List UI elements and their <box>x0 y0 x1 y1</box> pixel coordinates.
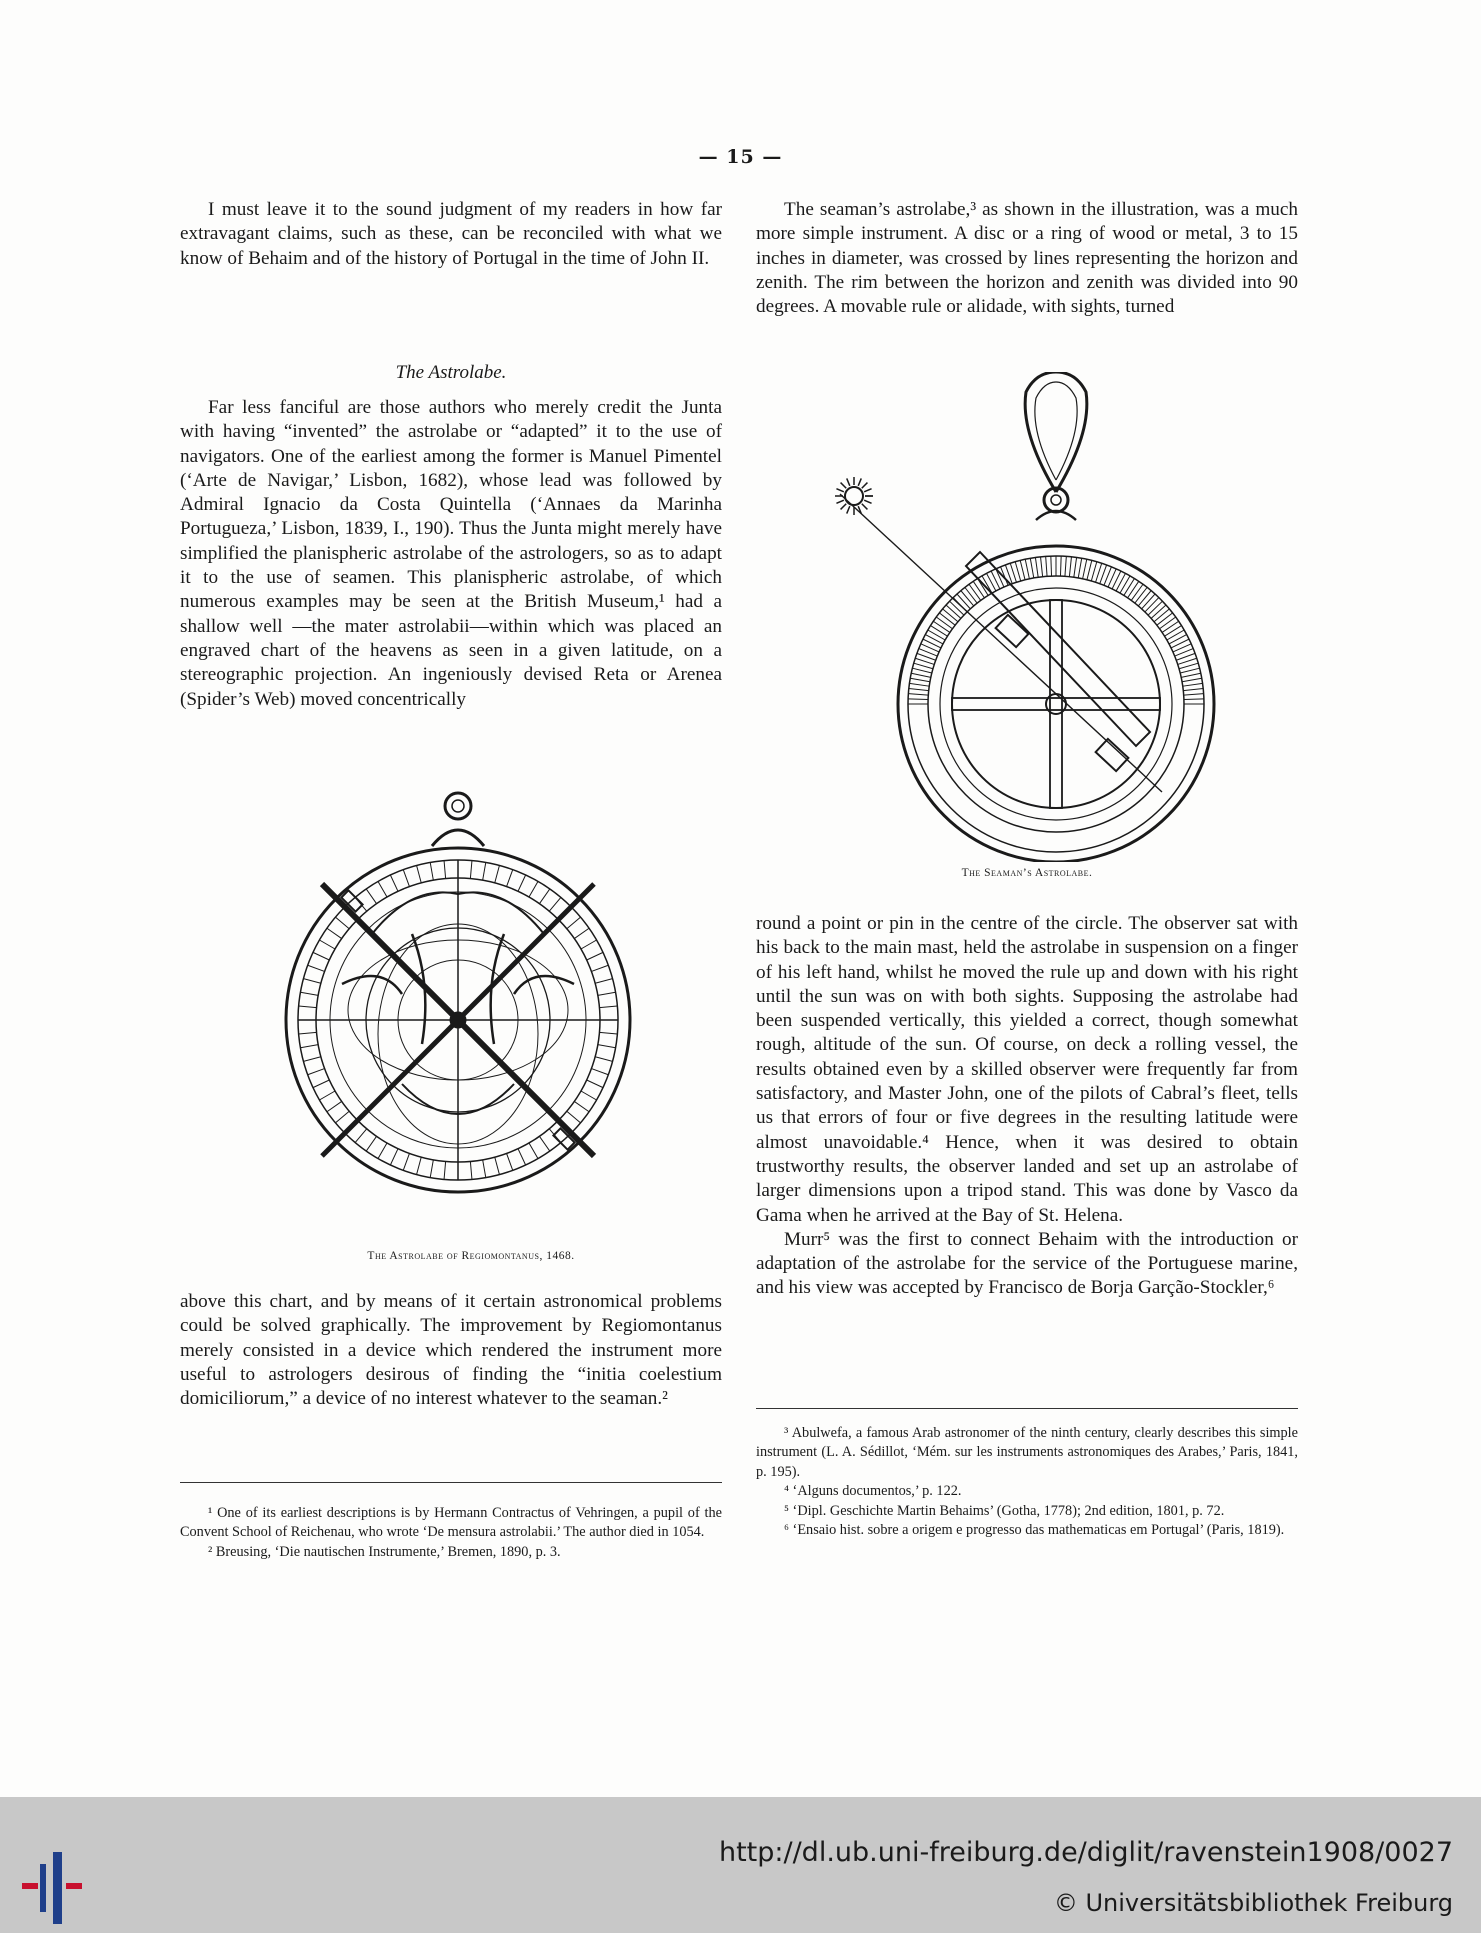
paragraph: above this chart, and by means of it certain astronomical problems could be solved graphically. The improvement by Regiomontanus merely consisted in a device which rendered the instrument more useful to astrologers desirous of finding the “initia coelestium domiciliorum,” a device of no interest whatever to the seaman.² <box>180 1291 722 1410</box>
footnote-rule <box>756 1408 1298 1409</box>
seamans-astrolabe-figure <box>830 372 1220 862</box>
left-footnotes <box>180 1504 722 1562</box>
left-continuation-paragraph <box>180 1290 722 1411</box>
footnote: ⁵ ‘Dipl. Geschichte Martin Behaims’ (Gotha, 1778); 2nd edition, 1801, p. 72. <box>784 1502 1225 1519</box>
caption-text: The Seaman’s Astrolabe. <box>961 867 1093 879</box>
paragraph: round a point or pin in the centre of the circle. The observer sat with his back to the main mast, held the astrolabe in suspension on a finger of his left hand, whilst he moved the rule up and down with his right until the sun was on with both sights. Supposing the astrolabe had been suspended vertically, this yielded a correct, though somewhat rough, altitude of the sun. Of course, on deck a rolling vessel, the results obtained even by a skilled observer were frequently far from satisfactory, and Master John, one of the pilots of Cabral’s fleet, tells us that errors of four or five degrees in the resulting latitude were almost unavoidable.⁴ Hence, when it was desired to obtain trustworthy results, the observer landed and set up an astrolabe of larger dimensions upon a tripod stand. This was done by Vasco da Gama when he arrived at the Bay of St. Helena. <box>756 913 1298 1226</box>
paragraph: Far less fanciful are those authors who merely credit the Junta with having “invented” the astrolabe or “adapted” it to the use of navigators. One of the earliest among the former is Manuel Pimentel (‘Arte de Navigar,’ Lisbon, 1682), whose lead was followed by Admiral Ignacio da Costa Quintella (‘Annaes da Marinha Portugueza,’ Lisbon, 1839, I., 190). Thus the Junta might merely have simplified the planispheric astrolabe of the astrologers, so as to adapt it to the use of seamen. This planispheric astrolabe, of which numerous examples may be seen at the British Museum,¹ had a shallow well —the mater astrolabii—within which was placed an engraved chart of the heavens as seen in a given latitude, on a stereographic projection. An ingeniously devised Reta or Arenea (Spider’s Web) moved concentrically <box>180 397 722 710</box>
footnote: ³ Abulwefa, a famous Arab astronomer of the ninth century, clearly describes this simple instrument (L. A. Sédillot, ‘Mém. sur les instruments astronomiques des Arabes,’ Paris, 1841, p. 195). <box>756 1425 1298 1480</box>
regiomontanus-figure-caption <box>220 1250 722 1262</box>
left-intro-paragraph <box>180 198 722 271</box>
page-number: — 15 — <box>698 146 783 168</box>
paragraph: I must leave it to the sound judgment of my readers in how far extravagant claims, such as these, can be reconciled with what we know of Behaim and of the history of Portugal in the time of John II. <box>180 199 722 269</box>
left-main-paragraph <box>180 396 722 712</box>
document-url-link[interactable]: http://dl.ub.uni-freiburg.de/diglit/ravenstein1908/0027 <box>718 1837 1453 1868</box>
footnote: ⁴ ‘Alguns documentos,’ p. 122. <box>784 1483 962 1500</box>
regiomontanus-astrolabe-figure <box>282 784 658 1244</box>
footnote: ² Breusing, ‘Die nautischen Instrumente,’ Bremen, 1890, p. 3. <box>208 1543 561 1560</box>
footnote-rule <box>180 1482 722 1483</box>
paragraph: The seaman’s astrolabe,³ as shown in the illustration, was a much more simple instrument. A disc or a ring of wood or metal, 3 to 15 inches in diameter, was crossed by lines representing the horizon and zenith. The rim between the horizon and zenith was divided into 90 degrees. A movable rule or alidade, with sights, turned <box>756 199 1298 318</box>
library-footer <box>0 1797 1481 1933</box>
footnote: ⁶ ‘Ensaio hist. sobre a origem e progresso das mathematicas em Portugal’ (Paris, 1819). <box>784 1522 1285 1539</box>
right-main-paragraph <box>756 912 1298 1301</box>
caption-text: The Astrolabe of Regiomontanus, 1468. <box>367 1250 575 1262</box>
right-intro-paragraph <box>756 198 1298 319</box>
right-footnotes <box>756 1424 1298 1540</box>
section-heading: The Astrolabe. <box>395 362 507 383</box>
seamans-figure-caption <box>756 867 1298 879</box>
copyright-notice: © Universitätsbibliothek Freiburg <box>1053 1889 1453 1917</box>
footnote: ¹ One of its earliest descriptions is by Hermann Contractus of Vehringen, a pupil of the Convent School of Reichenau, who wrote ‘De mensura astrolabii.’ The author died in 1054. <box>180 1505 722 1541</box>
paragraph: Murr⁵ was the first to connect Behaim with the introduction or adaptation of the astrolabe for the service of the Portuguese marine, and his view was accepted by Francisco de Borja Garção-Stockler,⁶ <box>756 1228 1298 1299</box>
